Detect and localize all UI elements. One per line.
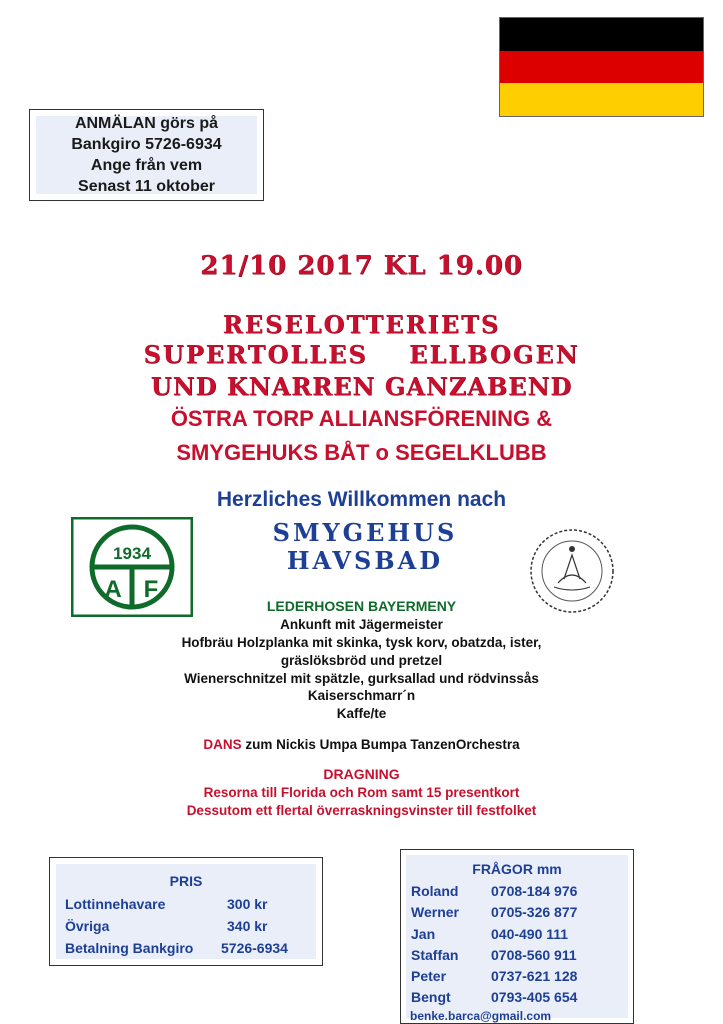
draw-line: Dessutom ett flertal överraskningsvinster till festfolket bbox=[186, 803, 537, 818]
price-value: 300 kr bbox=[227, 896, 268, 912]
contact-phone: 0705-326 877 bbox=[491, 904, 578, 920]
registration-line: Senast 11 oktober bbox=[78, 178, 215, 195]
menu-item: Ankunft mit Jägermeister bbox=[280, 617, 443, 632]
logo-letter-a: A bbox=[104, 576, 122, 603]
registration-line: ANMÄLAN görs på bbox=[74, 115, 219, 132]
menu-item: Hofbräu Holzplanka mit skinka, tysk korv, obatzda, ister, bbox=[181, 635, 542, 650]
organizer-line: ÖSTRA TORP ALLIANSFÖRENING & bbox=[170, 406, 553, 431]
contact-name: Peter bbox=[411, 968, 447, 984]
event-date: 21/10 2017 KL 19.00 bbox=[200, 251, 523, 281]
german-flag-icon bbox=[499, 17, 704, 117]
menu-item: Kaffe/te bbox=[336, 706, 387, 721]
logo-year: 1934 bbox=[113, 544, 151, 563]
contact-row bbox=[411, 904, 577, 920]
event-title-line: SUPERTOLLES ELLBOGEN bbox=[143, 340, 580, 369]
contact-email[interactable]: benke.barca@gmail.com bbox=[410, 1009, 552, 1023]
contact-name: Roland bbox=[411, 883, 459, 899]
dance-line bbox=[0, 737, 723, 752]
price-label: Betalning Bankgiro bbox=[65, 940, 194, 956]
logo-letter-f: F bbox=[143, 576, 159, 603]
menu-item: Wienerschnitzel mit spätzle, gurksallad und rödvinssås bbox=[184, 671, 539, 686]
menu-title: LEDERHOSEN BAYERMENY bbox=[266, 598, 457, 614]
contact-row bbox=[411, 926, 568, 942]
price-box bbox=[49, 857, 323, 966]
contact-phone: 0737-621 128 bbox=[491, 968, 578, 984]
contact-name: Bengt bbox=[411, 989, 451, 1005]
registration-line: Bankgiro 5726-6934 bbox=[71, 136, 222, 153]
contact-row bbox=[411, 989, 577, 1005]
registration-line: Ange från vem bbox=[90, 157, 203, 174]
contact-name: Jan bbox=[411, 926, 436, 942]
dance-text: zum Nickis Umpa Bumpa TanzenOrchestra bbox=[241, 737, 520, 752]
contact-phone: 0793-405 654 bbox=[491, 989, 578, 1005]
draw-title: DRAGNING bbox=[323, 766, 400, 782]
price-row bbox=[65, 896, 268, 912]
price-title: PRIS bbox=[169, 873, 203, 889]
draw-line: Resorna till Florida och Rom samt 15 presentkort bbox=[203, 785, 520, 800]
venue-line: SMYGEHUS bbox=[272, 518, 458, 547]
price-row bbox=[65, 940, 288, 956]
price-row bbox=[65, 918, 268, 934]
contact-name: Staffan bbox=[411, 947, 459, 963]
event-title-line: UND KNARREN GANZABEND bbox=[150, 372, 573, 401]
contact-row bbox=[411, 883, 577, 899]
event-title-line: RESELOTTERIETS bbox=[222, 310, 501, 339]
price-value: 5726-6934 bbox=[221, 940, 288, 956]
dance-label: DANS bbox=[203, 737, 242, 752]
welcome-text: Herzliches Willkommen nach bbox=[216, 488, 507, 511]
questions-box bbox=[400, 849, 634, 1024]
contact-row bbox=[411, 947, 577, 963]
questions-title: FRÅGOR mm bbox=[472, 861, 562, 877]
contact-phone: 040-490 111 bbox=[491, 926, 569, 942]
contact-phone: 0708-184 976 bbox=[491, 883, 578, 899]
price-label: Övriga bbox=[65, 918, 110, 934]
contact-name: Werner bbox=[411, 904, 459, 920]
price-value: 340 kr bbox=[227, 918, 268, 934]
venue-line: HAVSBAD bbox=[286, 546, 444, 575]
menu-item: gräslöksbröd und pretzel bbox=[280, 653, 443, 668]
contact-row bbox=[411, 968, 577, 984]
price-label: Lottinnehavare bbox=[65, 896, 166, 912]
organizer-line: SMYGEHUKS BÅT o SEGELKLUBB bbox=[176, 440, 547, 465]
contact-phone: 0708-560 911 bbox=[491, 947, 577, 963]
menu-item: Kaiserschmarr´n bbox=[307, 688, 416, 703]
registration-box bbox=[29, 109, 264, 201]
